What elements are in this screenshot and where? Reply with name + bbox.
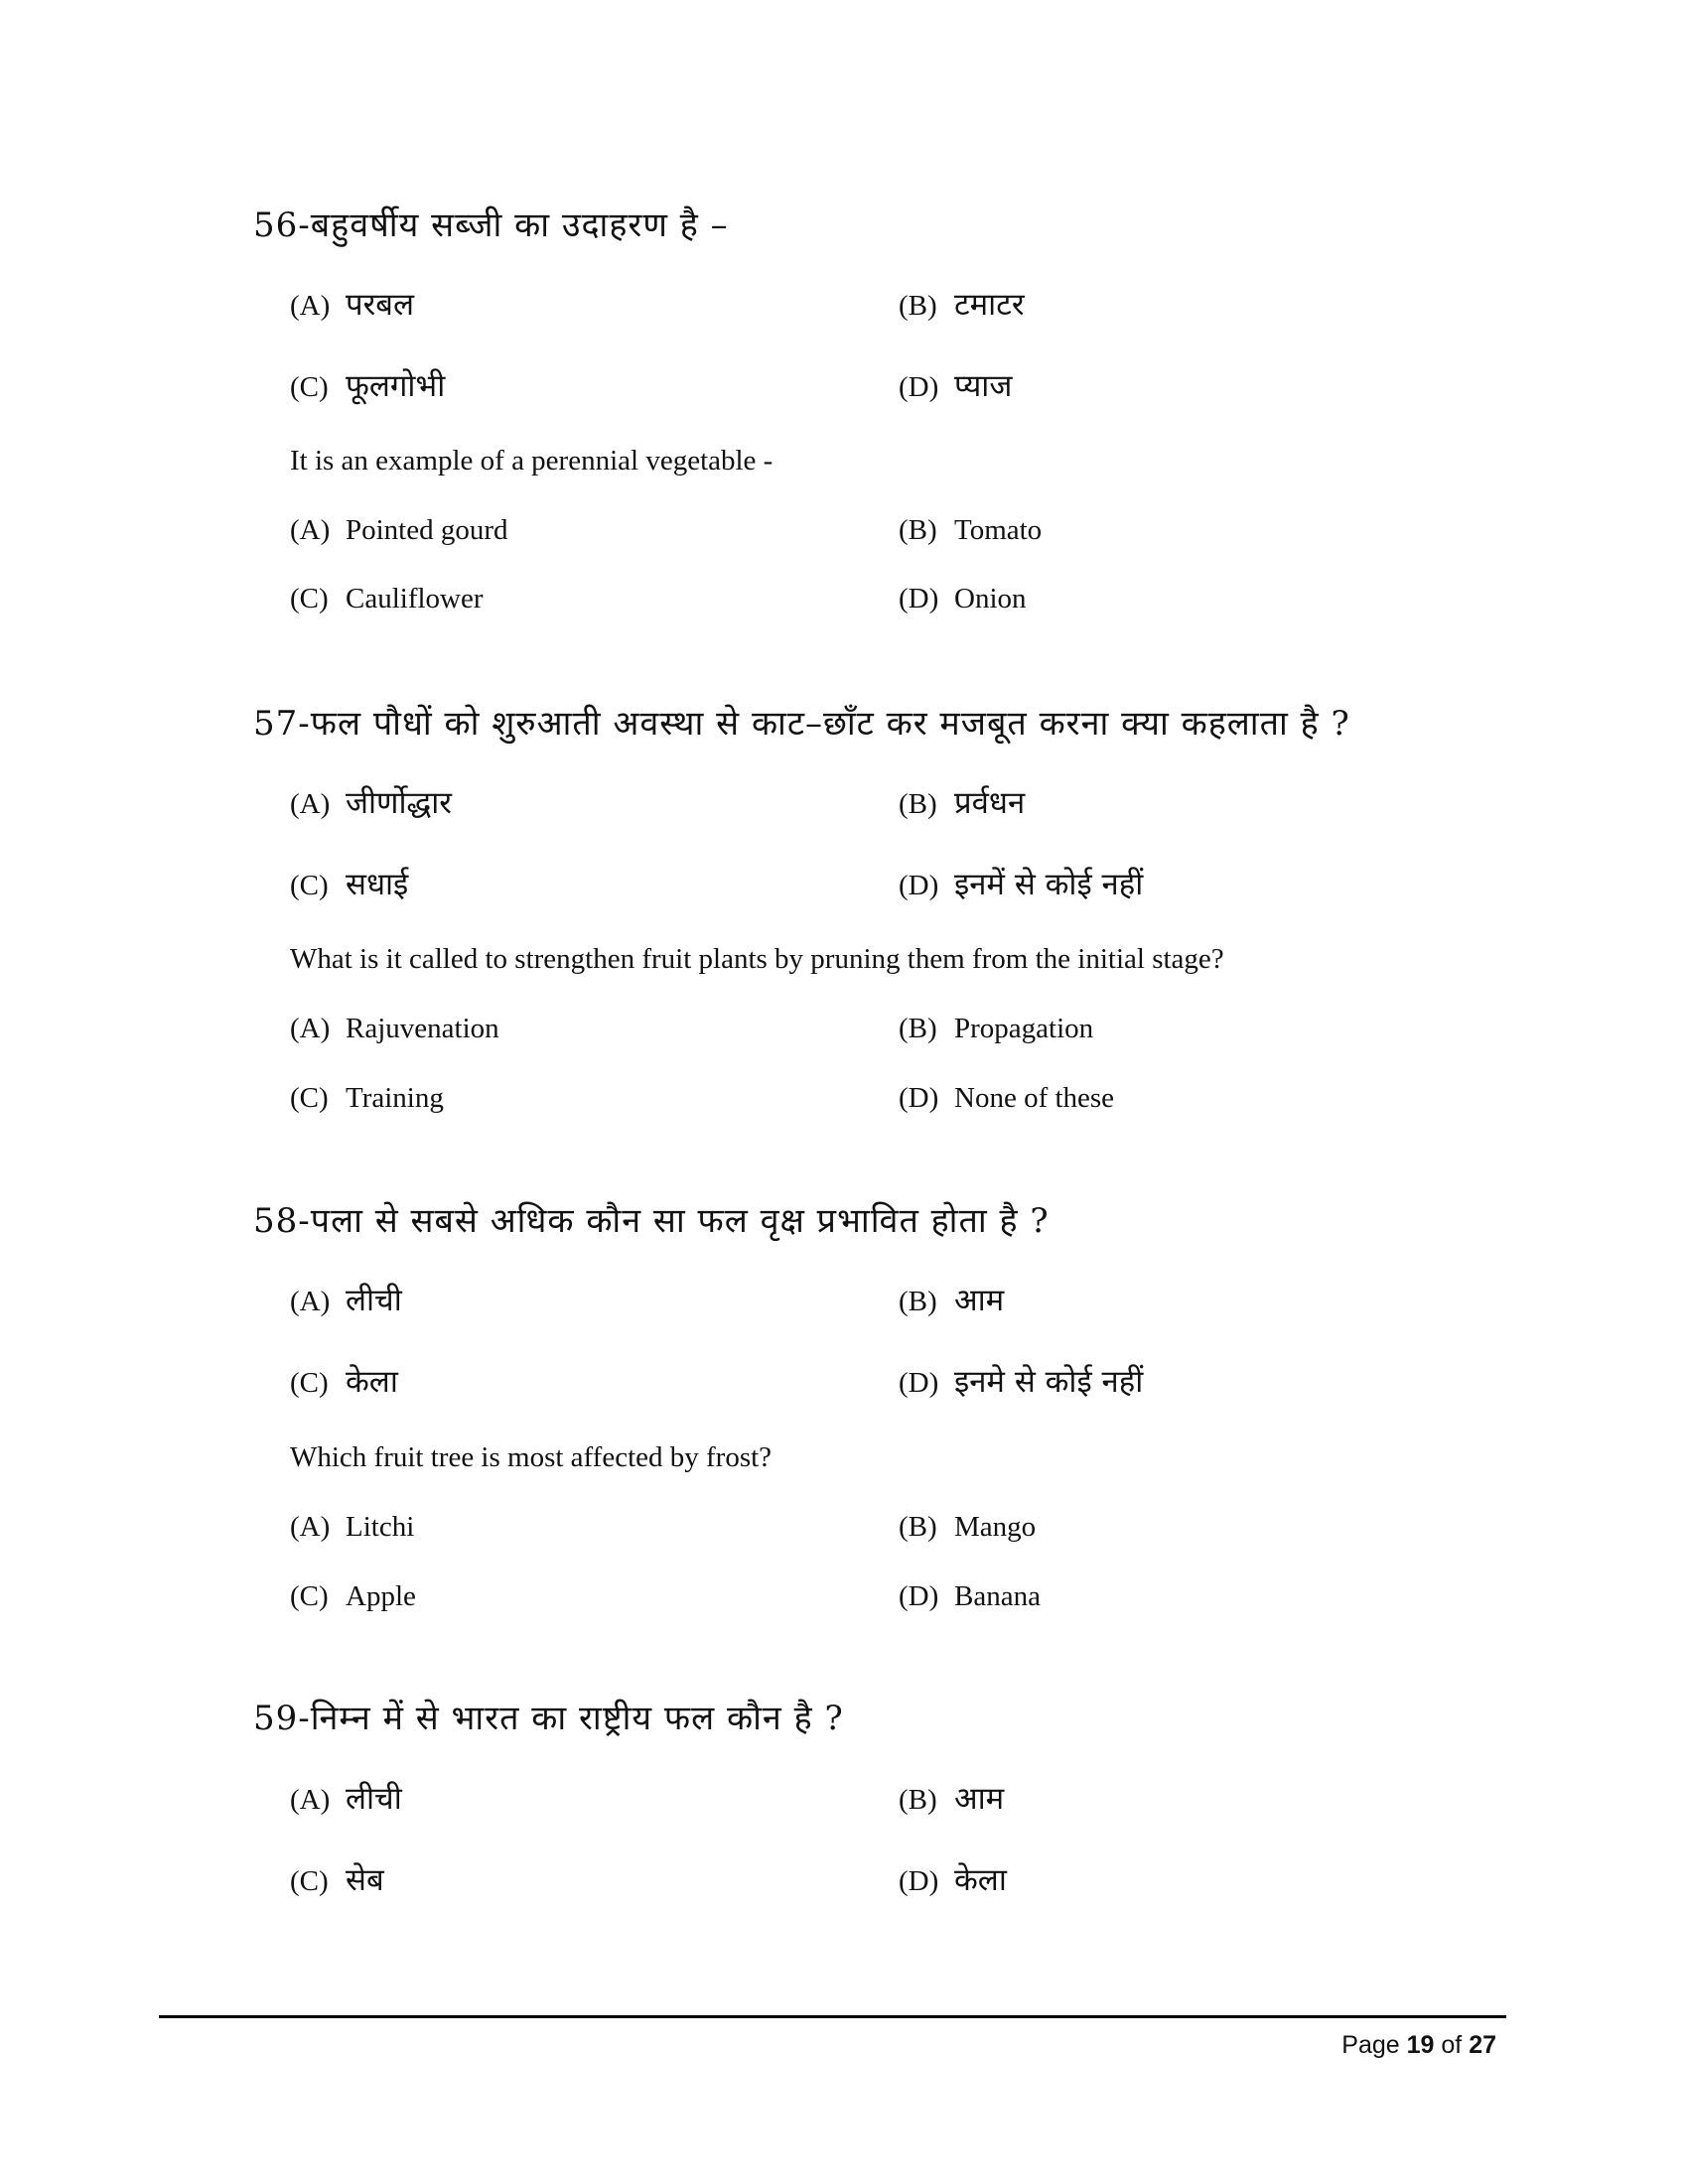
option-text: इनमे से कोई नहीं [954, 1364, 1144, 1400]
option-text: Cauliflower [346, 583, 484, 614]
option-letter: (B) [899, 1784, 937, 1816]
page-word: Page [1341, 2031, 1400, 2059]
option-letter: (D) [899, 1580, 939, 1612]
option-letter: (B) [899, 788, 937, 820]
option-letter: (A) [290, 1013, 331, 1044]
question-59-stem-hindi: 59-निम्न में से भारत का राष्ट्रीय फल कौन है ? [253, 1699, 844, 1738]
option-text: जीर्णोद्धार [346, 785, 452, 821]
question-58-stem-english: Which fruit tree is most affected by frost? [290, 1441, 773, 1473]
option-letter: (D) [899, 1082, 939, 1114]
question-58-option-b-hindi [899, 1279, 1004, 1320]
option-letter: (C) [290, 870, 329, 901]
option-letter: (D) [899, 371, 939, 403]
option-text: परबल [346, 287, 415, 323]
option-letter: (B) [899, 1511, 937, 1543]
option-text: सधाई [346, 867, 409, 902]
question-58-option-c-hindi [290, 1360, 398, 1402]
question-57-option-b-english [899, 1013, 1093, 1045]
question-59-option-d-hindi [899, 1858, 1007, 1900]
option-letter: (D) [899, 583, 939, 614]
option-text: टमाटर [954, 287, 1025, 323]
option-text: सेब [346, 1862, 384, 1898]
question-59-option-c-hindi [290, 1858, 384, 1900]
question-56-option-b-hindi [899, 283, 1025, 325]
question-57-option-b-hindi [899, 781, 1025, 823]
question-56-option-b-english [899, 514, 1042, 547]
option-text: Litchi [346, 1511, 415, 1543]
question-56-option-a-hindi [290, 283, 414, 325]
option-letter: (B) [899, 1286, 937, 1317]
option-letter: (B) [899, 1013, 937, 1044]
option-text: प्याज [954, 368, 1013, 404]
option-letter: (A) [290, 1511, 331, 1543]
option-text: None of these [954, 1082, 1115, 1114]
page-number [1341, 2031, 1496, 2060]
question-56-option-d-hindi [899, 364, 1012, 406]
option-text: Tomato [954, 514, 1043, 546]
question-57-option-a-english [290, 1013, 499, 1045]
question-57-option-c-english [290, 1082, 444, 1115]
question-56-option-c-hindi [290, 364, 445, 406]
question-56-option-c-english [290, 583, 484, 615]
question-59-option-a-hindi [290, 1777, 402, 1819]
option-text: आम [954, 1781, 1005, 1817]
option-text: Pointed gourd [346, 514, 508, 546]
option-text: केला [346, 1364, 398, 1400]
of-word: of [1441, 2031, 1463, 2059]
footer-divider [159, 2015, 1506, 2018]
option-text: प्रर्वधन [954, 785, 1026, 821]
option-letter: (B) [899, 290, 937, 322]
option-text: आम [954, 1283, 1005, 1318]
option-text: Onion [954, 583, 1027, 614]
total-pages: 27 [1469, 2031, 1496, 2059]
question-56-option-a-english [290, 514, 508, 547]
option-letter: (A) [290, 290, 331, 322]
question-58-option-d-hindi [899, 1360, 1143, 1402]
option-text: Banana [954, 1580, 1041, 1612]
option-letter: (C) [290, 1865, 329, 1897]
question-58-option-b-english [899, 1511, 1036, 1544]
option-letter: (C) [290, 1082, 329, 1114]
option-text: इनमें से कोई नहीं [954, 867, 1144, 902]
option-letter: (C) [290, 1367, 329, 1399]
option-text: Training [346, 1082, 444, 1114]
question-57-option-c-hindi [290, 863, 408, 904]
option-letter: (A) [290, 1784, 331, 1816]
option-letter: (C) [290, 583, 329, 614]
question-56-stem-english: It is an example of a perennial vegetable - [290, 445, 774, 477]
question-57-stem-hindi: 57-फल पौधों को शुरुआती अवस्था से काट–छाँट कर मजबूत करना क्या कहलाता है ? [253, 704, 1350, 744]
question-57-option-d-english [899, 1082, 1114, 1115]
question-57-option-a-hindi [290, 781, 452, 823]
option-text: केला [954, 1862, 1007, 1898]
option-letter: (A) [290, 1286, 331, 1317]
option-letter: (C) [290, 1580, 329, 1612]
option-letter: (D) [899, 1865, 939, 1897]
option-text: Apple [346, 1580, 416, 1612]
option-text: Mango [954, 1511, 1037, 1543]
question-57-option-d-hindi [899, 863, 1143, 904]
option-letter: (A) [290, 514, 331, 546]
question-58-option-d-english [899, 1580, 1041, 1613]
option-text: लीची [346, 1283, 402, 1318]
option-text: लीची [346, 1781, 402, 1817]
question-58-option-c-english [290, 1580, 416, 1613]
option-text: Rajuvenation [346, 1013, 499, 1044]
option-letter: (C) [290, 371, 329, 403]
option-letter: (A) [290, 788, 331, 820]
question-58-stem-hindi: 58-पला से सबसे अधिक कौन सा फल वृक्ष प्रभावित होता है ? [253, 1201, 1050, 1241]
option-text: फूलगोभी [346, 368, 446, 404]
option-letter: (D) [899, 870, 939, 901]
option-letter: (D) [899, 1367, 939, 1399]
option-text: Propagation [954, 1013, 1094, 1044]
question-58-option-a-english [290, 1511, 414, 1544]
question-57-stem-english: What is it called to strengthen fruit plants by pruning them from the initial stage? [290, 943, 1224, 975]
question-58-option-a-hindi [290, 1279, 402, 1320]
current-page: 19 [1406, 2031, 1435, 2059]
question-59-option-b-hindi [899, 1777, 1004, 1819]
option-letter: (B) [899, 514, 937, 546]
question-56-option-d-english [899, 583, 1027, 615]
question-56-stem-hindi: 56-बहुवर्षीय सब्जी का उदाहरण है – [253, 205, 729, 245]
